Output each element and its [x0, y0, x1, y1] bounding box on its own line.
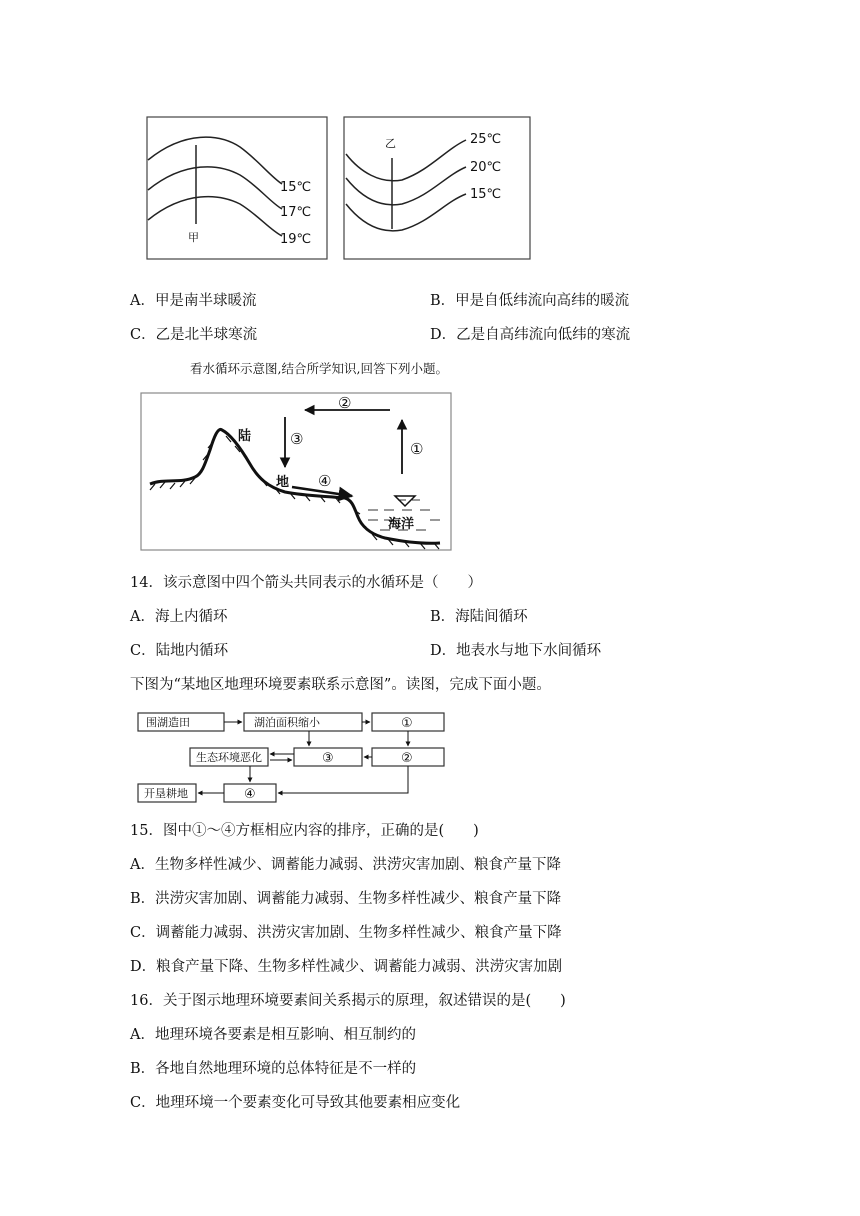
- ocean-label: 海洋: [388, 517, 415, 532]
- isotherm-name-jia: 甲: [188, 231, 199, 244]
- label-1: ①: [401, 716, 413, 731]
- q14-stem: 14．该示意图中四个箭头共同表示的水循环是（ ）: [130, 575, 482, 591]
- isotherm-figure: [140, 112, 540, 264]
- water-cycle-figure: [140, 392, 453, 552]
- q14-option-a: A．海上内循环: [130, 609, 228, 625]
- isotherm-panel-yi: [344, 117, 530, 259]
- option-a: A．甲是南半球暖流: [130, 293, 257, 309]
- q15-option-b: B．洪涝灾害加剧、调蓄能力减弱、生物多样性减少、粮食产量下降: [130, 891, 562, 907]
- isotherm-name-yi: 乙: [385, 137, 396, 150]
- isotherm-label: 17℃: [280, 205, 312, 220]
- option-d: D．乙是自高纬流向低纬的寒流: [430, 327, 631, 343]
- isotherm-label: 15℃: [280, 180, 312, 195]
- q16-option-a: A．地理环境各要素是相互影响、相互制约的: [130, 1027, 416, 1043]
- label-lake-shrink: 湖泊面积缩小: [254, 716, 320, 729]
- water-intro: 看水循环示意图,结合所学知识,回答下列小题。: [190, 361, 448, 376]
- label-cultivate: 开垦耕地: [144, 787, 188, 800]
- arrow-label-4: ④: [318, 472, 332, 490]
- q15-option-c: C．调蓄能力减弱、洪涝灾害加剧、生物多样性减少、粮食产量下降: [130, 925, 562, 941]
- isotherm-label: 20℃: [470, 160, 502, 175]
- label-eco-worse: 生态环境恶化: [196, 751, 262, 764]
- q16-option-b: B．各地自然地理环境的总体特征是不一样的: [130, 1061, 417, 1077]
- q16-option-c: C．地理环境一个要素变化可导致其他要素相应变化: [130, 1095, 461, 1111]
- arrow-label-3: ③: [290, 430, 304, 448]
- q14-option-c: C．陆地内循环: [130, 643, 229, 659]
- relation-flow-figure: [134, 708, 452, 806]
- isotherm-label: 19℃: [280, 232, 312, 247]
- q15-option-a: A．生物多样性减少、调蓄能力减弱、洪涝灾害加剧、粮食产量下降: [130, 857, 561, 873]
- option-b: B．甲是自低纬流向高纬的暖流: [430, 293, 630, 309]
- land-label-1: 陆: [238, 429, 252, 444]
- isotherm-label: 25℃: [470, 132, 502, 147]
- q14-option-d: D．地表水与地下水间循环: [430, 643, 602, 659]
- q14-option-b: B．海陆间循环: [430, 609, 528, 625]
- arrow-label-1: ①: [410, 440, 424, 458]
- arrow-label-2: ②: [338, 394, 352, 412]
- label-2: ②: [401, 751, 413, 766]
- land-label-2: 地: [276, 475, 290, 490]
- isotherm-label: 15℃: [470, 187, 502, 202]
- label-reclaim: 围湖造田: [146, 716, 190, 729]
- q15-stem: 15．图中①～④方框相应内容的排序，正确的是( ): [130, 823, 479, 839]
- option-c: C．乙是北半球寒流: [130, 327, 258, 343]
- intro-2: 下图为“某地区地理环境要素联系示意图”。读图，完成下面小题。: [130, 677, 551, 693]
- label-4: ④: [244, 787, 256, 802]
- label-3: ③: [322, 751, 334, 766]
- q15-option-d: D．粮食产量下降、生物多样性减少、调蓄能力减弱、洪涝灾害加剧: [130, 959, 563, 975]
- q16-stem: 16．关于图示地理环境要素间关系揭示的原理，叙述错误的是( ): [130, 993, 566, 1009]
